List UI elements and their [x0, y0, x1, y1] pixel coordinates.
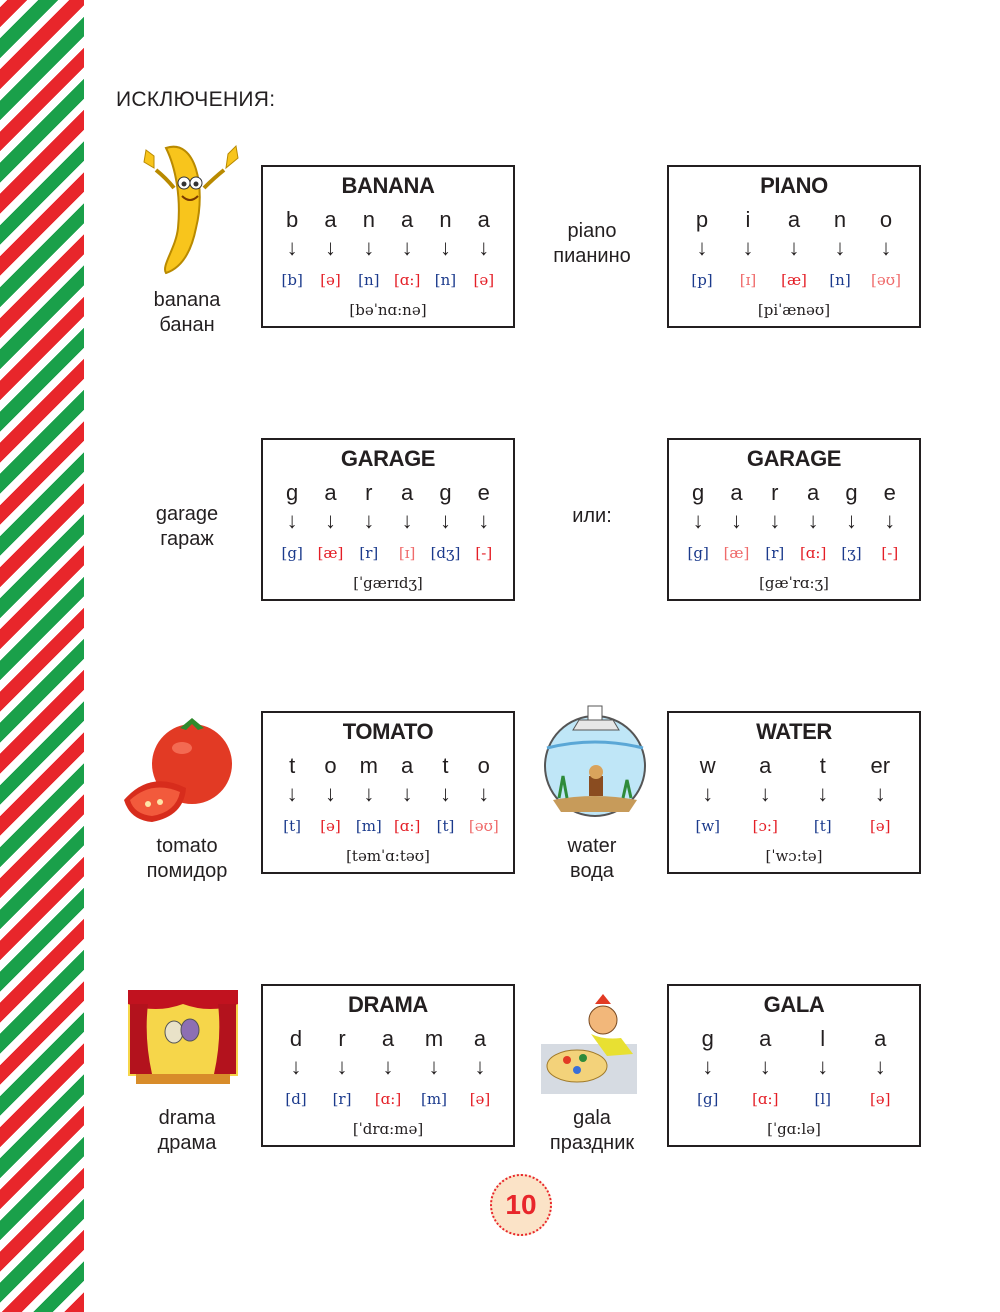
gala-caption-ru: праздник [549, 1132, 635, 1154]
arrows-row [273, 508, 503, 534]
phonemes-row [679, 271, 909, 289]
drama-caption-ru: драма [157, 1132, 217, 1154]
down-arrow-icon: ↓ [478, 781, 490, 806]
phonemes-row [679, 817, 909, 835]
card-title: DRAMA [348, 992, 428, 1017]
page-number: 10 [505, 1189, 537, 1220]
transcription: [ˈwɔ:tə] [765, 847, 823, 865]
letters-row [273, 1026, 503, 1052]
phoneme: [t] [283, 817, 302, 835]
phoneme: [r] [332, 1090, 352, 1108]
transcription: [piˈænəʊ] [757, 301, 831, 319]
letters-row [679, 1026, 909, 1052]
arrows-row [273, 781, 503, 807]
phoneme: [ə] [320, 817, 341, 835]
letter: g [286, 480, 299, 505]
letter: a [477, 207, 490, 232]
letter: a [730, 480, 743, 505]
letter: r [365, 480, 373, 505]
down-arrow-icon: ↓ [702, 781, 714, 806]
letter: a [787, 207, 801, 232]
letter: a [401, 480, 414, 505]
letter: t [442, 753, 449, 778]
water-caption [527, 834, 657, 884]
down-arrow-icon: ↓ [439, 235, 451, 260]
letter: e [883, 480, 896, 505]
drama-caption [122, 1106, 252, 1156]
card-title: GARAGE [340, 446, 436, 471]
garage-caption [122, 502, 252, 552]
phoneme: [n] [358, 271, 380, 289]
phoneme: [æ] [781, 271, 807, 289]
word-card-drama [261, 984, 515, 1147]
phoneme: [m] [355, 817, 382, 835]
letter: er [870, 753, 891, 778]
garage-caption-en: garage [155, 503, 219, 525]
down-arrow-icon: ↓ [817, 781, 829, 806]
down-arrow-icon: ↓ [834, 235, 846, 260]
aquarium-illustration [533, 696, 657, 820]
letter: l [820, 1026, 826, 1051]
phoneme: [ʒ] [841, 544, 862, 562]
down-arrow-icon: ↓ [439, 781, 451, 806]
down-arrow-icon: ↓ [702, 1054, 714, 1079]
letter: g [701, 1026, 714, 1051]
letter: w [699, 753, 716, 778]
transcription: [ˈgærɪdʒ] [353, 574, 423, 592]
phoneme: [ɪ] [398, 544, 416, 562]
phoneme: [g] [281, 544, 303, 562]
down-arrow-icon: ↓ [730, 508, 742, 533]
letter: n [439, 207, 452, 232]
transcription: [ˈgɑ:lə] [767, 1120, 821, 1138]
down-arrow-icon: ↓ [401, 781, 413, 806]
phoneme: [b] [281, 271, 303, 289]
page-heading: ИСКЛЮЧЕНИЯ: [116, 88, 276, 111]
down-arrow-icon: ↓ [874, 781, 886, 806]
gala-caption [527, 1106, 657, 1156]
letter: a [874, 1026, 887, 1051]
tomato-caption [122, 834, 252, 884]
letter: o [477, 753, 490, 778]
letters-row [273, 480, 503, 506]
letter: a [807, 480, 820, 505]
down-arrow-icon: ↓ [759, 781, 771, 806]
card-title: GALA [763, 992, 825, 1017]
down-arrow-icon: ↓ [692, 508, 704, 533]
letter: b [286, 207, 299, 232]
card-title: WATER [756, 719, 832, 744]
down-arrow-icon: ↓ [759, 1054, 771, 1079]
phoneme: [ɔ:] [752, 817, 778, 835]
phonemes-row [273, 271, 503, 289]
down-arrow-icon: ↓ [336, 1054, 348, 1079]
party-cake-illustration [537, 994, 641, 1102]
letters-row [679, 753, 909, 779]
letter: g [692, 480, 705, 505]
down-arrow-icon: ↓ [478, 508, 490, 533]
letter: g [439, 480, 452, 505]
piano-caption-ru: пианино [553, 245, 631, 267]
down-arrow-icon: ↓ [439, 508, 451, 533]
phoneme: [əʊ] [468, 817, 499, 835]
letter: a [759, 1026, 772, 1051]
card-title: BANANA [341, 173, 435, 198]
phoneme: [æ] [317, 544, 344, 562]
phonemes-row [273, 817, 503, 835]
page-number-badge [490, 1174, 552, 1236]
letter: r [338, 1026, 346, 1051]
letter: d [289, 1026, 303, 1051]
down-arrow-icon: ↓ [742, 235, 754, 260]
phoneme: [dʒ] [430, 544, 461, 562]
gala-caption-en: gala [573, 1107, 611, 1129]
phoneme: [ɑ:] [752, 1090, 779, 1108]
letters-row [679, 207, 909, 233]
drama-caption-en: drama [158, 1107, 216, 1129]
down-arrow-icon: ↓ [363, 781, 375, 806]
garage-caption-ru: гараж [160, 528, 214, 550]
phoneme: [ə] [320, 271, 341, 289]
down-arrow-icon: ↓ [880, 235, 892, 260]
water-caption-ru: вода [570, 860, 614, 882]
word-card-piano [667, 165, 921, 328]
down-arrow-icon: ↓ [769, 508, 781, 533]
phoneme: [æ] [723, 544, 750, 562]
phoneme: [r] [359, 544, 379, 562]
letter: t [289, 753, 296, 778]
down-arrow-icon: ↓ [324, 781, 336, 806]
tomato-illustration [120, 712, 238, 828]
letters-row [273, 207, 503, 233]
arrows-row [679, 781, 909, 807]
down-arrow-icon: ↓ [807, 508, 819, 533]
arrows-row [679, 1054, 909, 1080]
down-arrow-icon: ↓ [884, 508, 896, 533]
arrows-row [273, 1054, 503, 1080]
down-arrow-icon: ↓ [286, 235, 298, 260]
letter: a [759, 753, 772, 778]
phoneme: [m] [421, 1090, 447, 1108]
word-card-banana [261, 165, 515, 328]
phoneme: [-] [475, 544, 493, 562]
down-arrow-icon: ↓ [428, 1054, 440, 1079]
letter: a [473, 1026, 487, 1051]
down-arrow-icon: ↓ [401, 235, 413, 260]
theatre-stage-illustration [126, 988, 240, 1088]
letter: n [833, 207, 847, 232]
transcription: [bəˈnɑ:nə] [349, 301, 427, 319]
phoneme: [n] [434, 271, 457, 289]
letter: e [477, 480, 490, 505]
phoneme: [ə] [469, 1090, 491, 1108]
letter: o [879, 207, 893, 232]
phonemes-row [679, 544, 909, 562]
letter: p [695, 207, 709, 232]
phoneme: [ɑ:] [374, 1090, 402, 1108]
letter: m [359, 753, 378, 778]
down-arrow-icon: ↓ [474, 1054, 486, 1079]
letters-row [273, 753, 503, 779]
or-caption [527, 504, 657, 529]
card-title: PIANO [760, 173, 828, 198]
tomato-caption-ru: помидор [146, 860, 228, 882]
word-card-gala [667, 984, 921, 1147]
down-arrow-icon: ↓ [324, 235, 336, 260]
word-card-garage-1 [261, 438, 515, 601]
down-arrow-icon: ↓ [363, 235, 375, 260]
banana-caption-ru: банан [159, 314, 215, 336]
phonemes-row [273, 544, 503, 562]
down-arrow-icon: ↓ [788, 235, 800, 260]
phoneme: [-] [881, 544, 899, 562]
phoneme: [d] [285, 1090, 307, 1108]
down-arrow-icon: ↓ [324, 508, 336, 533]
word-card-water [667, 711, 921, 874]
piano-caption [527, 219, 657, 269]
arrows-row [679, 235, 909, 261]
phonemes-row [679, 1090, 909, 1108]
phoneme: [w] [695, 817, 721, 835]
down-arrow-icon: ↓ [696, 235, 708, 260]
banana-illustration [136, 128, 250, 278]
down-arrow-icon: ↓ [874, 1054, 886, 1079]
letter: r [771, 480, 779, 505]
phoneme: [ə] [869, 1090, 891, 1108]
letter: a [401, 207, 414, 232]
letters-row [679, 480, 909, 506]
letter: a [324, 480, 337, 505]
word-card-garage-2 [667, 438, 921, 601]
letter: o [324, 753, 337, 778]
letter: t [819, 753, 826, 778]
phoneme: [əʊ] [871, 271, 901, 289]
card-title: GARAGE [746, 446, 842, 471]
transcription: [ˈdrɑ:mə] [352, 1120, 424, 1138]
phoneme: [ɪ] [739, 271, 757, 289]
phoneme: [g] [697, 1090, 719, 1108]
phoneme: [n] [829, 271, 851, 289]
arrows-row [273, 235, 503, 261]
phoneme: [g] [687, 544, 709, 562]
water-caption-en: water [567, 835, 617, 857]
phoneme: [l] [814, 1090, 831, 1108]
or-label: или: [572, 505, 612, 527]
down-arrow-icon: ↓ [401, 508, 413, 533]
word-card-tomato [261, 711, 515, 874]
down-arrow-icon: ↓ [845, 508, 857, 533]
arrows-row [679, 508, 909, 534]
down-arrow-icon: ↓ [286, 781, 298, 806]
phoneme: [ə] [869, 817, 891, 835]
letter: a [324, 207, 337, 232]
decorative-stripe-border [0, 0, 84, 1312]
letter: m [424, 1026, 444, 1051]
banana-caption-en: banana [153, 289, 221, 311]
phoneme: [ɑ:] [393, 271, 421, 289]
phoneme: [p] [691, 271, 713, 289]
phoneme: [ə] [473, 271, 495, 289]
transcription: [gæˈrɑ:ʒ] [759, 574, 829, 592]
down-arrow-icon: ↓ [382, 1054, 394, 1079]
down-arrow-icon: ↓ [478, 235, 490, 260]
letter: a [381, 1026, 395, 1051]
down-arrow-icon: ↓ [290, 1054, 302, 1079]
transcription: [təmˈɑ:təʊ] [346, 847, 430, 865]
letter: a [401, 753, 414, 778]
piano-caption-en: piano [567, 220, 617, 242]
down-arrow-icon: ↓ [817, 1054, 829, 1079]
banana-caption [122, 288, 252, 338]
down-arrow-icon: ↓ [286, 508, 298, 533]
phonemes-row [273, 1090, 503, 1108]
card-title: TOMATO [342, 719, 434, 744]
letter: n [362, 207, 375, 232]
phoneme: [r] [765, 544, 785, 562]
down-arrow-icon: ↓ [363, 508, 375, 533]
phoneme: [t] [813, 817, 832, 835]
letter: g [845, 480, 858, 505]
phoneme: [ɑ:] [799, 544, 827, 562]
phoneme: [t] [436, 817, 455, 835]
letter: i [745, 207, 751, 232]
phoneme: [ɑ:] [393, 817, 421, 835]
tomato-caption-en: tomato [156, 835, 218, 857]
